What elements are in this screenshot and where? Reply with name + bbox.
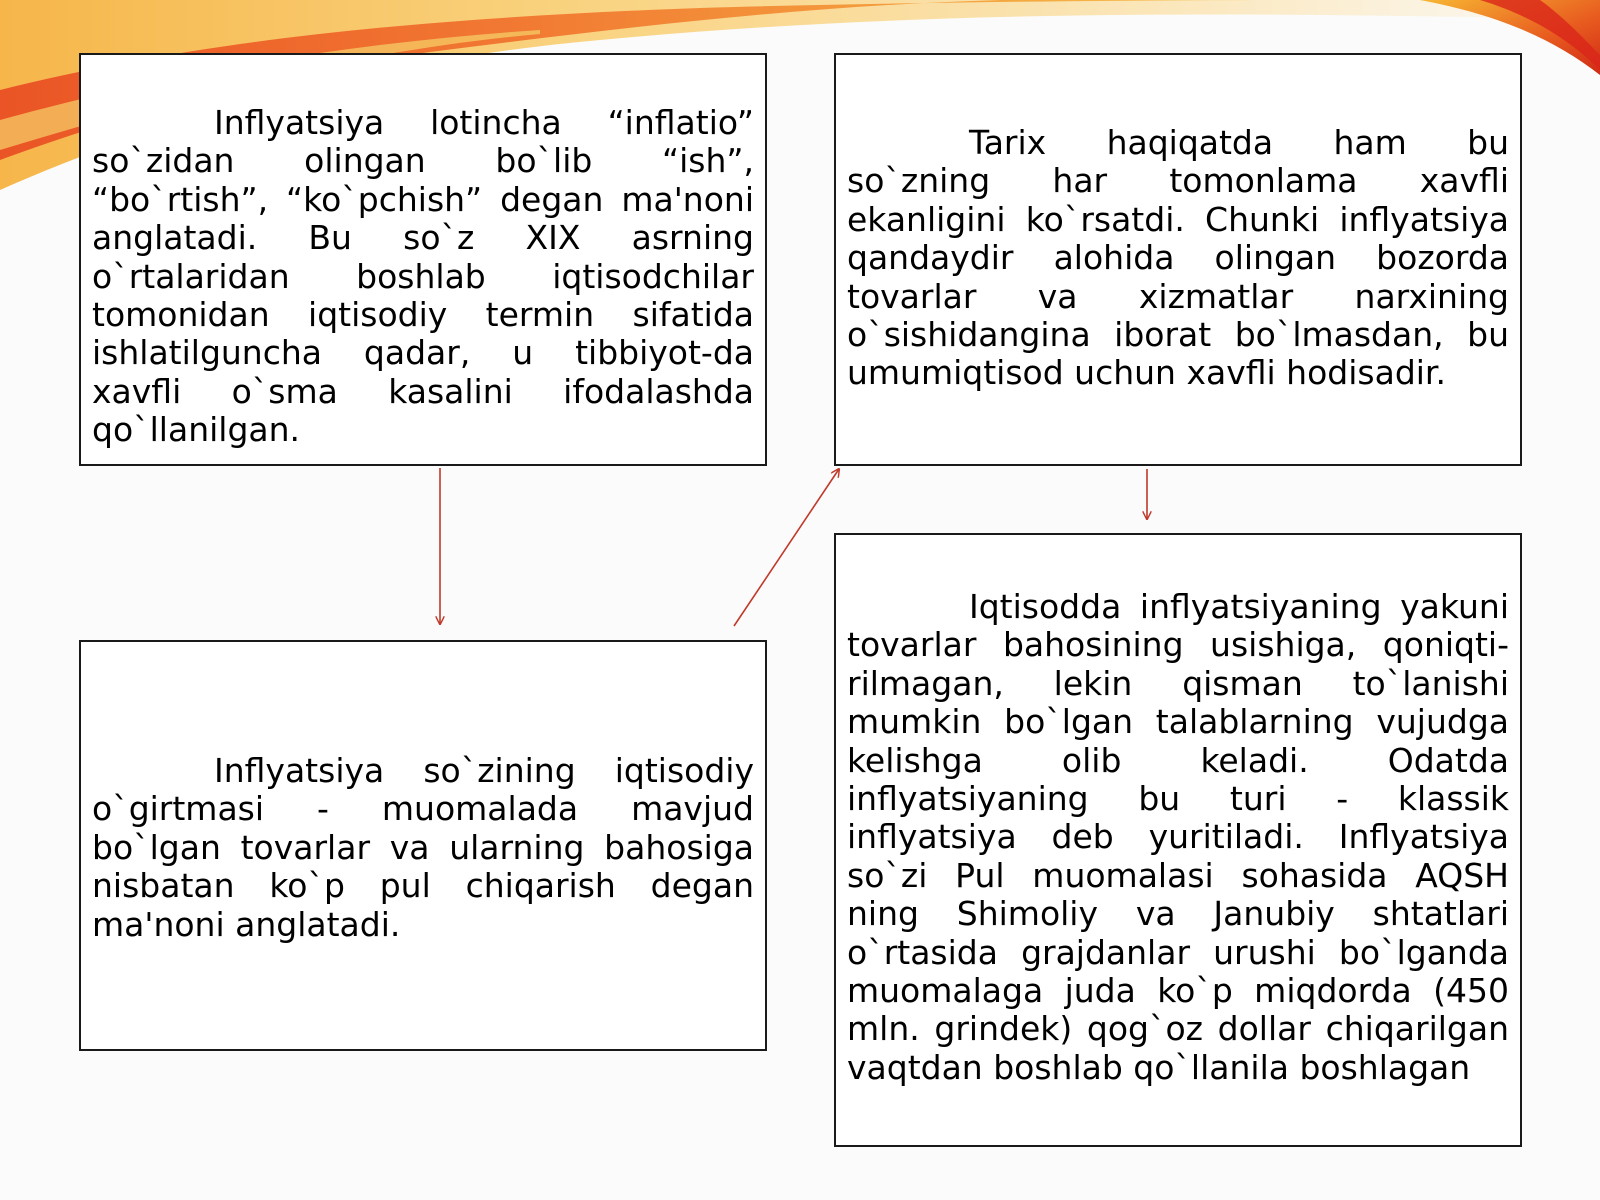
arrow-economic-meaning-to-history	[734, 469, 839, 626]
text-box-economic-meaning	[79, 640, 767, 1051]
economic-meaning-text: Inflyatsiya so`zining iqtisodiy o`girtmasi - muomalada mavjud bo`lgan tovarlar va ularning bahosiga nisbatan ko`p pul chiqarish degan ma'noni anglatadi.	[92, 751, 754, 944]
history-text: Tarix haqiqatda ham bu so`zning har tomonlama xavfli ekanligini ko`rsatdi. Chunki inflyatsiya qandaydir alohida olingan bozorda tovarlar va xizmatlar narxining o`sishidangina iborat bo`lmasdan, bu umumiqtisod uchun xavfli hodisadir.	[847, 123, 1509, 393]
text-box-result	[834, 533, 1522, 1147]
text-box-history	[834, 53, 1522, 466]
result-text: Iqtisodda inflyatsiyaning yakuni tovarlar bahosining usishiga, qoniqti-rilmagan, lekin qisman to`lanishi mumkin bo`lgan talablarning vujudga kelishga olib keladi. Odatda inflyatsiyaning bu turi - klassik inflyatsiya deb yuritiladi. Inflyatsiya so`zi Pul muomalasi sohasida AQSH ning Shimoliy va Janubiy shtatlari o`rtasida grajdanlar urushi bo`lganda muomalaga juda ko`p miqdorda (450 mln. grindek) qog`oz dollar chiqarilgan vaqtdan boshlab qo`llanila boshlagan	[847, 587, 1509, 1087]
etymology-text: Inflyatsiya lotincha “inflatio” so`zidan olingan bo`lib “ish”, “bo`rtish”, “ko`pchish” degan ma'noni anglatadi. Bu so`z XIX asrning o`rtalaridan boshlab iqtisodchilar tomonidan iqtisodiy termin sifatida ishlatilguncha qadar, u tibbiyot-da xavfli o`sma kasalini ifodalashda qo`llanilgan.	[92, 103, 754, 450]
text-box-etymology	[79, 53, 767, 466]
